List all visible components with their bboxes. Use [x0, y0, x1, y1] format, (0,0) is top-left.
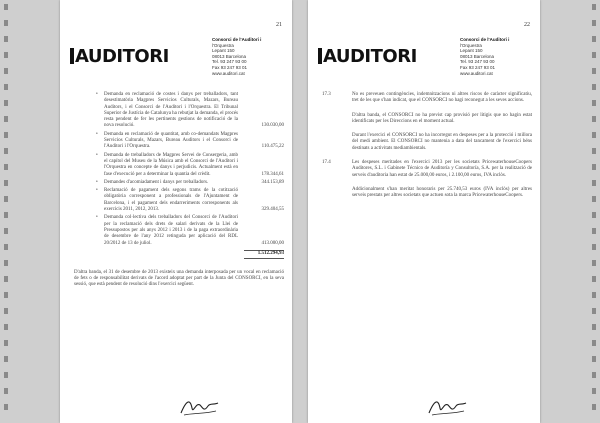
- item-text: Demanda en reclamació de costes i danys per treballadors, tant desestimatòria Magpres Servicios Culturals, Mazars, Bureau Auditors, i el Consorci de l'Auditori i l'Orquestra. El Tribunal Superior de Justícia de Catalunya ha rebutjat la demanda, el procés resta pendent de fer les pertinents gestions de notificació de la nova resolució.: [104, 92, 238, 129]
- total-amount: 1.512.294,93: [257, 250, 284, 256]
- address-block: [460, 37, 540, 76]
- item-text: Demanda col·lectiva dels treballadors del Consorci de l'Auditori per la reclamació dels drets de salari derivats de la Llei de Pressupostos per als anys 2012 i 2013 i de la paga extraordinària de desembre de l'any 2012 retinguda per aplicació del RDL 20/2012 de 13 de juliol.: [104, 215, 238, 246]
- note-paragraph: Addicionalment s'han meritat honoraris per 25.740,53 euros (IVA inclòs) per altres serveis prestats per altres societats que actuen sota la marca PricewaterhouseCoopers.: [352, 186, 532, 199]
- address-line: www.auditori.cat: [212, 70, 245, 76]
- auditori-logo: [318, 46, 417, 67]
- address-line: www.auditori.cat: [460, 70, 493, 76]
- address-line: Fax 93 247 93 01: [212, 64, 248, 70]
- note-paragraph: D'altra banda, el CONSORCI no ha previst cap provisió per litigis que no hagin estat identificats per les Direccions en el moment actual.: [352, 112, 532, 124]
- total-row: [74, 249, 284, 262]
- notes-content: [322, 92, 532, 208]
- item-amount: 130.030,00: [261, 123, 284, 129]
- litigation-item: • Demanda col·lectiva dels treballadors del Consorci de l'Auditori per la reclamació dels drets de salari derivats de la Llei de Pressupostos per als anys 2012 i 2013 i de la paga extraordinària de desembre de l'any 2012 retinguda per aplicació del RDL 20/2012 de 13 de juliol. 413.000,00: [96, 215, 284, 246]
- binder-holes-left: [4, 4, 8, 419]
- address-org: Consorci de l'Auditori i: [212, 37, 262, 42]
- address-line: Tel. 93 247 93 00: [460, 59, 495, 65]
- note-text: No es preveuen contingències, indemnitzacions ni altres riscos de caràcter significatiu, tret de les que s'han indicat, que el CONSORCI no hagi reconegut a les seves accions.: [352, 92, 532, 104]
- item-amount: 344.153,89: [261, 179, 284, 185]
- page-number: 21: [276, 22, 282, 28]
- auditori-logo: [70, 46, 169, 67]
- item-amount: 329.404,55: [261, 207, 284, 213]
- note-paragraph: Durant l'exercici el CONSORCI no ha incorregut en despeses per a la protecció i millora del medi ambient. El CONSORCI no mantenia a data del tancament de l'exercici béns destinats a activitats mediambientals.: [352, 133, 532, 151]
- address-line: l'Orquestra: [212, 42, 234, 48]
- item-text: Demanda de treballadors de Magpres Servei de Consergeria, amb el capítol del Museu de la Música amb el Consorci de l'Auditori i l'Orquestra en concepte de danys i perjudicis. Actualment està en fase d'execució per a determinar la quantia del crèdit.: [104, 152, 238, 177]
- address-line: 08013 Barcelona: [212, 53, 247, 59]
- numbered-note: [322, 92, 532, 105]
- address-line: Fax 93 247 93 01: [460, 64, 496, 70]
- document-page-left: [60, 0, 292, 423]
- litigation-item: • Reclamació de pagament dels segons trams de la cotització obligatòria corresponent a professionals de l'Ajuntament de Barcelona, i el pagament dels endarreriments corresponents als exercicis 2011, 2012, 2013. 329.404,55: [96, 188, 284, 213]
- litigation-item: • Demanda en reclamació de costes i danys per treballadors, tant desestimatòria Magpres Servicios Culturals, Mazars, Bureau Auditors, i el Consorci de l'Auditori i l'Orquestra. El Tribunal Superior de Justícia de Catalunya ha rebutjat la demanda, el procés resta pendent de fer les pertinents gestions de notificació de la nova resolució. 130.030,00: [96, 92, 284, 129]
- litigation-item: • Demanda de treballadors de Magpres Servei de Consergeria, amb el capítol del Museu de la Música amb el Consorci de l'Auditori i l'Orquestra en concepte de danys i perjudicis. Actualment està en fase d'execució per a determinar la quantia del crèdit. 178.344,61: [96, 152, 284, 177]
- address-line: 08013 Barcelona: [460, 53, 495, 59]
- item-amount: 110.475,22: [261, 144, 284, 150]
- litigation-item: • Demanda en reclamació de quantitat, amb co-demandats Magpres Servicios Culturals, Mazars, Bureau Auditors i el Consorci de l'Auditori i l'Orquestra. 110.475,22: [96, 131, 284, 150]
- litigation-item: • Demandes d'acomiadament i danys per treballadors. 344.153,89: [96, 179, 284, 185]
- numbered-note: [322, 160, 532, 179]
- binder-holes-right: [592, 4, 596, 419]
- closing-paragraph: D'altra banda, el 31 de desembre de 2013 existeix una demanda interposada per un vocal en reclamació de fets o de responsabilitat derivats de l'acord adoptat per part de la Junta del CONSORCI, en la seva sessió, que està pendent de resolució dins l'exercici següent.: [74, 269, 284, 288]
- address-org: Consorci de l'Auditori i: [460, 37, 510, 42]
- litigation-list: [74, 92, 284, 289]
- logo-text: AUDITORI: [323, 46, 417, 67]
- note-number: 17.4: [322, 160, 331, 166]
- item-text: Demandes d'acomiadament i danys per treballadors.: [104, 179, 209, 185]
- signature-icon: [426, 396, 470, 418]
- signature-icon: [178, 396, 222, 418]
- address-block: [212, 37, 292, 76]
- total-double-rule: [244, 258, 284, 259]
- document-page-right: [308, 0, 540, 423]
- address-line: Lepant 150: [460, 48, 483, 54]
- page-number: 22: [524, 22, 530, 28]
- note-text: Les despeses meritades en l'exercici 2013 per les societats PricewaterhouseCoopers Auditores, S.L. i Gabinete Técnico de Auditoría y Consultoría, S.A. per la realització de serveis d'auditoria han estat de 25.000,00 euros, i 2.100,00 euros, IVA inclòs.: [352, 160, 532, 178]
- address-line: Lepant 150: [212, 48, 235, 54]
- item-amount: 178.344,61: [261, 171, 284, 177]
- logo-text: AUDITORI: [75, 46, 169, 67]
- item-text: Reclamació de pagament dels segons trams de la cotització obligatòria corresponent a professionals de l'Ajuntament de Barcelona, i el pagament dels endarreriments corresponents als exercicis 2011, 2012, 2013.: [104, 188, 238, 213]
- address-line: l'Orquestra: [460, 42, 482, 48]
- item-amount: 413.000,00: [261, 240, 284, 246]
- note-number: 17.3: [322, 92, 331, 97]
- address-line: Tel. 93 247 93 00: [212, 59, 247, 65]
- item-text: Demanda en reclamació de quantitat, amb co-demandats Magpres Servicios Culturals, Mazars, Bureau Auditors i el Consorci de l'Auditori i l'Orquestra.: [104, 131, 238, 150]
